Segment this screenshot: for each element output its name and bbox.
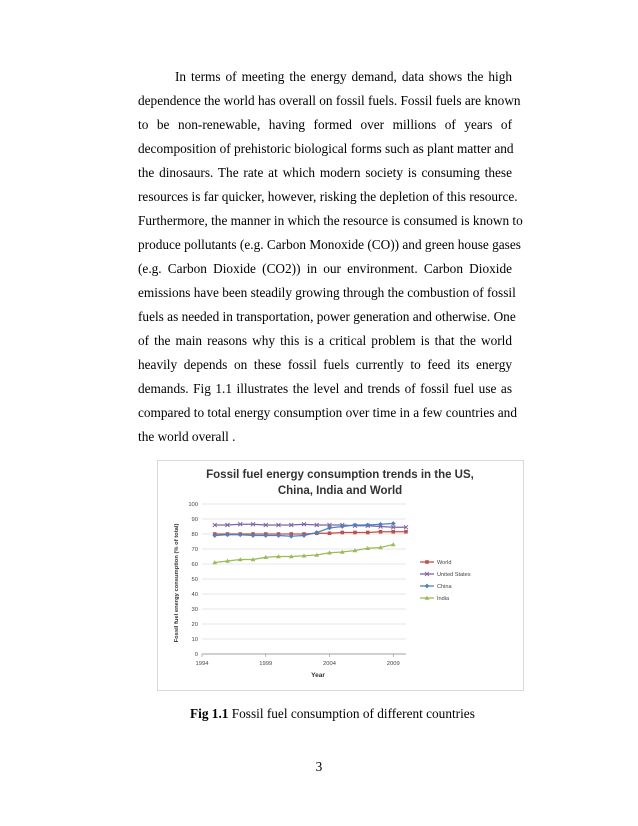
y-tick-label: 60 xyxy=(191,562,198,568)
y-tick-label: 50 xyxy=(191,577,198,583)
x-tick-label: 1994 xyxy=(195,661,209,667)
paragraph-line: to be non-renewable, having formed over millions of years of xyxy=(138,117,512,132)
legend-label: United States xyxy=(437,572,471,578)
chart-axes xyxy=(188,502,406,667)
legend-marker xyxy=(425,584,430,589)
y-axis-label: Fossil fuel energy consumption (% of total) xyxy=(174,523,180,643)
paragraph-line: heavily depends on these fossil fuels currently to feed its energy xyxy=(138,357,512,372)
paragraph-line: demands. Fig 1.1 illustrates the level and trends of fossil fuel use as xyxy=(138,381,512,396)
y-tick-label: 100 xyxy=(188,502,198,508)
caption-text: Fossil fuel consumption of different countries xyxy=(231,706,475,721)
figure-caption xyxy=(190,706,475,722)
legend-label: China xyxy=(437,584,452,590)
paragraph-line: dependence the world has overall on fossil fuels. Fossil fuels are known xyxy=(138,93,521,108)
x-tick-label: 2009 xyxy=(386,661,400,667)
y-tick-label: 40 xyxy=(191,592,198,598)
y-tick-label: 0 xyxy=(194,652,198,658)
data-point xyxy=(353,531,357,535)
paragraph-line: (e.g. Carbon Dioxide (CO2)) in our environment. Carbon Dioxide xyxy=(138,261,512,276)
paragraph-line: the world overall . xyxy=(138,429,236,444)
line-chart xyxy=(158,461,523,690)
data-point xyxy=(391,542,396,546)
y-tick-label: 30 xyxy=(191,607,198,613)
data-point xyxy=(328,531,332,535)
page-number: 3 xyxy=(315,759,323,774)
paragraph-line: produce pollutants (e.g. Carbon Monoxide (CO)) and green house gases xyxy=(138,237,521,252)
data-point xyxy=(379,530,383,534)
legend-marker xyxy=(425,560,429,564)
chart-legend xyxy=(420,560,471,602)
x-tick-label: 1999 xyxy=(259,661,273,667)
caption-label: Fig 1.1 xyxy=(190,706,229,721)
data-point xyxy=(365,523,370,528)
chart-title: Fossil fuel energy consumption trends in the US, xyxy=(206,469,474,481)
paragraph-line: of the main reasons why this is a critical problem is that the world xyxy=(138,333,512,348)
paragraph-line: fuels as needed in transportation, power generation and otherwise. One xyxy=(138,309,516,324)
paragraph-line: emissions have been steadily growing through the combustion of fossil xyxy=(138,285,516,300)
figure-chart xyxy=(157,460,524,691)
data-point xyxy=(366,531,370,535)
x-axis-label: Year xyxy=(311,672,325,679)
paragraph-line: In terms of meeting the energy demand, data shows the high xyxy=(175,69,512,84)
chart-title: China, India and World xyxy=(277,485,403,497)
legend-label: World xyxy=(437,560,452,566)
y-tick-label: 80 xyxy=(191,532,198,538)
paragraph-line: the dinosaurs. The rate at which modern society is consuming these xyxy=(138,165,512,180)
legend-label: India xyxy=(437,596,450,602)
paragraph-line: resources is far quicker, however, risking the depletion of this resource. xyxy=(138,189,518,204)
y-tick-label: 90 xyxy=(191,517,198,523)
paragraph-line: decomposition of prehistoric biological forms such as plant matter and xyxy=(138,141,514,156)
data-point xyxy=(404,530,408,534)
data-point xyxy=(353,523,358,528)
data-point xyxy=(391,530,395,534)
data-point xyxy=(340,531,344,535)
paragraph-line: Furthermore, the manner in which the resource is consumed is known to xyxy=(138,213,523,228)
x-tick-label: 2004 xyxy=(323,661,336,667)
y-tick-label: 70 xyxy=(191,547,198,553)
y-tick-label: 10 xyxy=(191,637,198,643)
chart-series xyxy=(212,521,408,564)
y-tick-label: 20 xyxy=(191,622,198,628)
paragraph-line: compared to total energy consumption over time in a few countries and xyxy=(138,405,517,420)
